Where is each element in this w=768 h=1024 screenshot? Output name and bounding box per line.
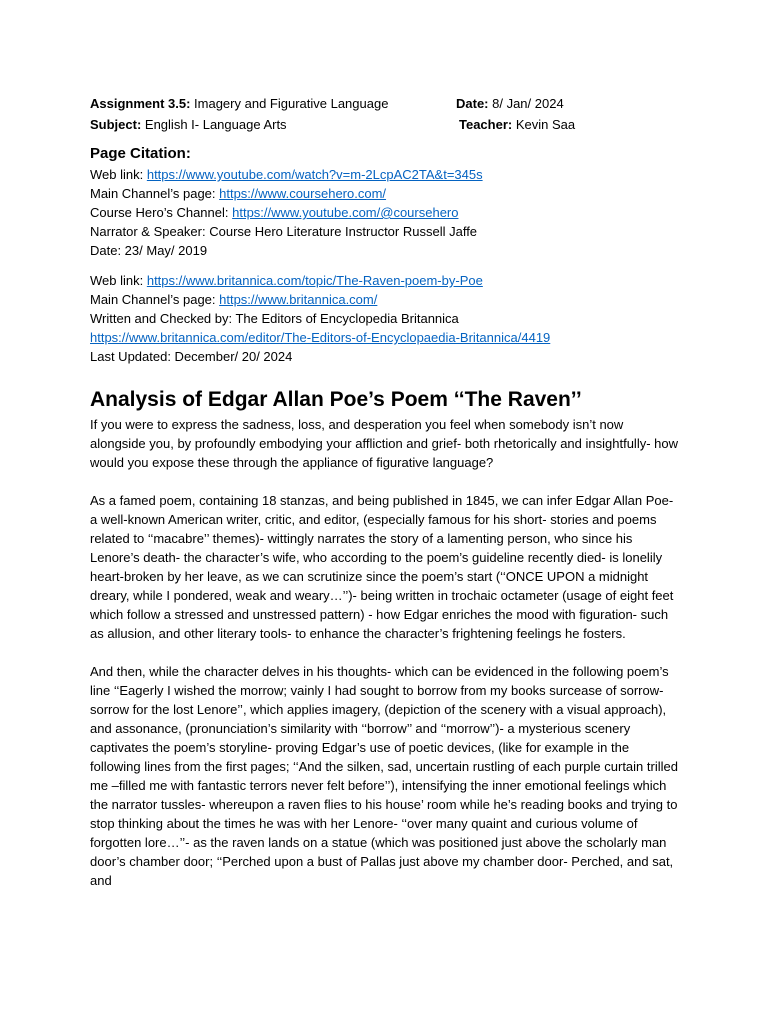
citation-date-line: Date: 23/ May/ 2019 [90, 243, 208, 258]
assignment-label: Assignment 3.5: [90, 96, 191, 111]
last-updated-line: Last Updated: December/ 20/ 2024 [90, 349, 293, 364]
britannica-article-link[interactable]: https://www.britannica.com/topic/The-Raven-poem-by-Poe [146, 273, 483, 288]
narrator-line: Narrator & Speaker: Course Hero Literature Instructor Russell Jaffe [90, 224, 478, 239]
weblink-label: Web link: [90, 273, 147, 288]
britannica-editors-link[interactable]: https://www.britannica.com/editor/The-Editors-of-Encyclopaedia-Britannica/4419 [90, 330, 551, 345]
main-channel-line [90, 290, 690, 309]
assignment-row [90, 93, 690, 114]
main-channel-label: Main Channel’s page: [90, 186, 220, 201]
main-channel-label: Main Channel’s page: [90, 292, 220, 307]
assignment-value: Imagery and Figurative Language [190, 96, 389, 111]
citation-block-britannica [90, 271, 690, 366]
coursehero-youtube-link[interactable]: https://www.youtube.com/@coursehero [232, 205, 459, 220]
date-value: 8/ Jan/ 2024 [488, 96, 564, 111]
article-title: Analysis of Edgar Allan Poe’s Poem ‘‘The Raven’’ [90, 388, 582, 411]
weblink-label: Web link: [90, 167, 147, 182]
document-page [90, 93, 690, 890]
course-hero-channel-label: Course Hero’s Channel: [90, 205, 233, 220]
date-label: Date: [456, 96, 489, 111]
subject-value: English I- Language Arts [141, 117, 287, 132]
weblink-line [90, 271, 690, 290]
paragraph-context: As a famed poem, containing 18 stanzas, and being published in 1845, we can infer Edgar Allan Poe- a well-known American writer, critic, and editor, (especially famous for his short- stories and poems related to ‘‘macabre’’ themes)- wittingly narrates the story of a lamenting person, who since his Lenore’s death- the character’s wife, who according to the poem’s guideline recently died- is lonelily heart-broken by her leave, as we can scrutinize since the poem’s start (‘‘ONCE UPON a midnight dreary, while I pondered, weak and weary…’’)- being written in trochaic octameter (usage of eight feet which follow a stressed and unstressed pattern) - how Edgar enriches the mood with figuration- such as allusion, and other literary tools- to enhance the character’s frightening feelings he fosters. [90, 493, 674, 641]
subject-row [90, 114, 690, 135]
youtube-video-link[interactable]: https://www.youtube.com/watch?v=m-2LcpAC2TA&t=345s [146, 167, 483, 182]
editors-link-line [90, 328, 690, 347]
subject-label: Subject: [90, 117, 142, 132]
britannica-site-link[interactable]: https://www.britannica.com/ [219, 292, 378, 307]
written-by-line: Written and Checked by: The Editors of Encyclopedia Britannica [90, 311, 459, 326]
paragraph-analysis: And then, while the character delves in his thoughts- which can be evidenced in the following poem’s line ‘‘Eagerly I wished the morrow; vainly I had sought to borrow from my books surcease of sorrow- sorrow for the lost Lenore’’, which applies imagery, (depiction of the scenery with a visual approach), and assonance, (pronunciation’s similarity with ‘‘borrow’’ and ‘‘morrow’’)- a mysterious scenery captivates the poem’s storyline- proving Edgar’s use of poetic devices, (like for example in the following lines from the first pages; ‘‘And the silken, sad, uncertain rustling of each purple curtain trilled me –filled me with fantastic terrors never felt before’’), intensifying the inner emotional feelings which the narrator tussles- whereupon a raven flies to his house’ room while he’s reading books and trying to stop thinking about the times he was with her Lenore- ‘‘over many quaint and curious volume of forgotten lore…’’- as the raven lands on a statue (which was positioned just above the scholarly man door’s chamber door; ‘‘Perched upon a bust of Pallas just above my chamber door- Perched, and sat, and [90, 664, 678, 888]
page-citation-heading: Page Citation: [90, 145, 191, 162]
main-channel-line [90, 184, 690, 203]
weblink-line [90, 165, 690, 184]
teacher-label: Teacher: [459, 117, 513, 132]
citation-block-youtube [90, 165, 690, 260]
course-hero-channel-line [90, 203, 690, 222]
teacher-value: Kevin Saa [512, 117, 576, 132]
paragraph-intro: If you were to express the sadness, loss, and desperation you feel when somebody isn’t now alongside you, by profoundly embodying your affliction and grief- both rhetorically and insightfully- how would you expose these through the appliance of figurative language? [90, 417, 678, 470]
coursehero-site-link[interactable]: https://www.coursehero.com/ [219, 186, 387, 201]
